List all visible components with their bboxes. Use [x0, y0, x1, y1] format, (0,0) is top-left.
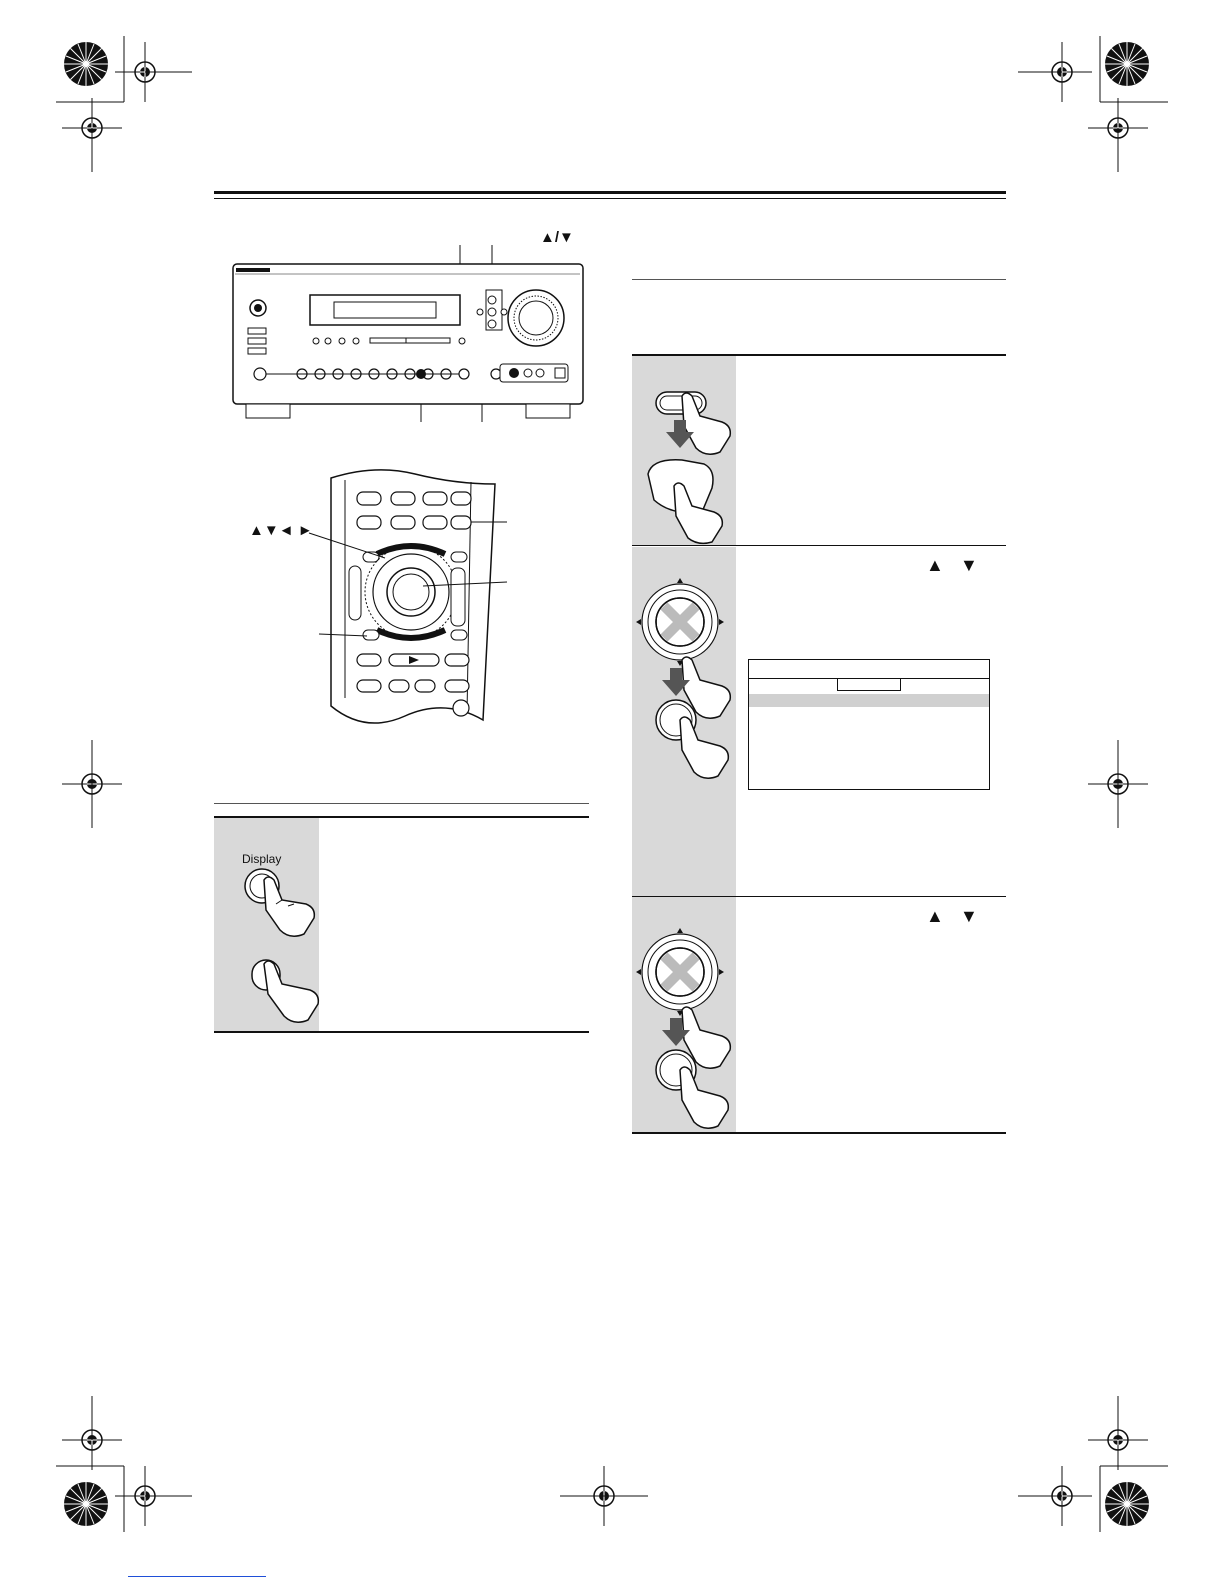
step3-arrow-down: ▼ — [960, 906, 978, 926]
remote-arrow-keys-label: ▲▼◄ ► — [249, 522, 313, 539]
press-hand-icon — [264, 877, 314, 936]
cursor-wheel-icon — [636, 578, 724, 666]
remote-control-illustration — [245, 458, 505, 728]
starburst-mark-icon — [1105, 1482, 1149, 1526]
step3-arrow-up: ▲ — [926, 906, 944, 926]
display-button-press-icon — [220, 860, 320, 1060]
header-arrow-keys-label: ▲/▼ — [540, 229, 574, 246]
step3-cursor-press-icon — [632, 920, 736, 1160]
header-rule-thick — [214, 191, 1006, 194]
starburst-mark-icon — [64, 42, 108, 86]
step1-bottom-rule — [632, 545, 1006, 546]
menu-highlighted-row — [749, 694, 989, 707]
display-button-label: Display — [242, 852, 282, 866]
bottom-link-underline[interactable] — [128, 1576, 266, 1577]
header-rule-thin — [214, 198, 1006, 199]
press-hand-icon — [264, 961, 318, 1022]
right-section-rule — [632, 279, 1006, 280]
receiver-front-panel — [230, 240, 590, 440]
step2-cursor-press-icon — [632, 570, 736, 810]
step2-arrow-down: ▼ — [960, 555, 978, 575]
press-hand-icon — [680, 1067, 728, 1128]
left-section-rule — [214, 803, 589, 804]
starburst-mark-icon — [64, 1482, 108, 1526]
press-hand-icon — [680, 717, 728, 778]
onscreen-menu-box — [748, 659, 990, 790]
starburst-mark-icon — [1105, 42, 1149, 86]
step2-arrow-up: ▲ — [926, 555, 944, 575]
cursor-wheel-icon — [636, 928, 724, 1016]
step1-press-icon — [632, 356, 736, 546]
step3-bottom-rule — [632, 1132, 1006, 1134]
menu-selected-tab — [837, 678, 901, 691]
